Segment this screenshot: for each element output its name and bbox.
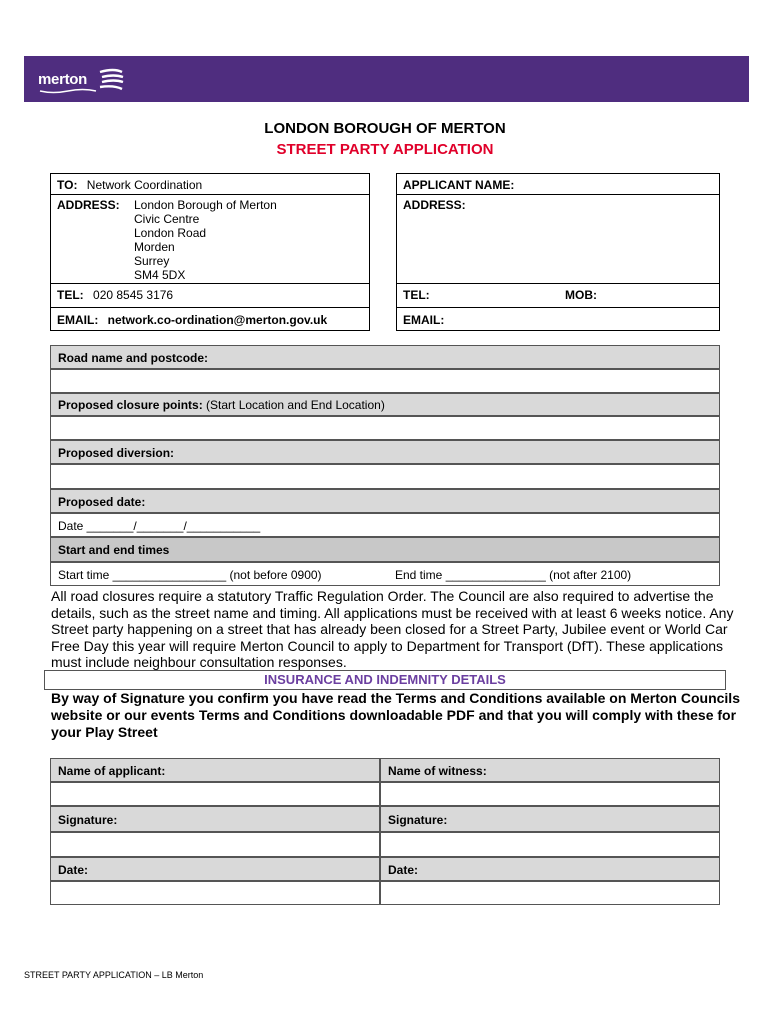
logo-text: merton (38, 71, 88, 88)
address-line: Surrey (134, 254, 170, 268)
address-line: London Borough of Merton (134, 198, 277, 212)
address-line: Morden (134, 240, 175, 254)
applicant-name-header (50, 758, 380, 782)
diversion-field[interactable] (50, 464, 720, 489)
witness-date-text: Date: (388, 863, 419, 877)
to-email-label: EMAIL: (57, 313, 99, 327)
applicant-tel-label: TEL: (403, 288, 430, 302)
diversion-label: Proposed diversion: (58, 446, 175, 460)
to-address-lines (134, 198, 277, 282)
start-time-line: Start time _________________ (not before 0900) (58, 568, 322, 582)
witness-signature-text: Signature: (388, 813, 448, 827)
insurance-heading: INSURANCE AND INDEMNITY DETAILS (44, 670, 726, 690)
witness-date-header (380, 857, 720, 881)
diversion-header (50, 440, 720, 464)
page-title: LONDON BOROUGH OF MERTON (264, 120, 506, 137)
times-header (50, 537, 720, 562)
witness-name-header (380, 758, 720, 782)
applicant-signature-field[interactable] (50, 832, 380, 857)
page-subtitle: STREET PARTY APPLICATION (276, 141, 494, 158)
witness-name-text: Name of witness: (388, 764, 487, 778)
to-tel-label: TEL: (57, 288, 84, 302)
date-header (50, 489, 720, 513)
road-name-label: Road name and postcode: (58, 351, 209, 365)
merton-logo (38, 66, 128, 94)
applicant-date-field[interactable] (50, 881, 380, 905)
header-banner (24, 56, 749, 102)
witness-date-field[interactable] (380, 881, 720, 905)
to-line (57, 178, 202, 192)
to-value: Network Coordination (86, 178, 203, 192)
date-line: Date _______/_______/___________ (58, 519, 261, 533)
date-label: Proposed date: (58, 495, 146, 509)
applicant-address-label: ADDRESS: (403, 198, 466, 212)
applicant-email-label: EMAIL: (403, 313, 445, 327)
times-field[interactable] (50, 562, 720, 586)
to-address-label: ADDRESS: (57, 198, 120, 212)
witness-signature-field[interactable] (380, 832, 720, 857)
logo-waves-icon (96, 68, 126, 94)
to-box (50, 173, 370, 331)
to-label: TO: (57, 178, 78, 192)
applicant-mob-label: MOB: (565, 288, 597, 302)
witness-signature-header (380, 806, 720, 832)
notice-paragraph: All road closures require a statutory Traffic Regulation Order. The Council are also required to advertise the details, such as the street name and timing. All applications must be received with at least 6 weeks notice. Any Street party happening on a street that has already been closed for a Street Party, Jubilee event or World Car Free Day this year will require Merton Council to apply to Department for Transport (DfT). These applications must include neighbour consultation responses. (51, 588, 734, 670)
to-email-line (57, 313, 327, 327)
date-field[interactable] (50, 513, 720, 537)
to-tel-line (57, 288, 173, 302)
closure-hint: (Start Location and End Location) (206, 398, 385, 412)
address-line: Civic Centre (134, 212, 200, 226)
address-line: London Road (134, 226, 207, 240)
applicant-signature-header (50, 806, 380, 832)
address-line: SM4 5DX (134, 268, 186, 282)
applicant-date-header (50, 857, 380, 881)
page-footer: STREET PARTY APPLICATION – LB Merton (24, 970, 204, 980)
closure-field[interactable] (50, 416, 720, 440)
times-label: Start and end times (58, 543, 170, 557)
road-name-header (50, 345, 720, 369)
applicant-name-field[interactable] (50, 782, 380, 806)
closure-header (50, 393, 720, 416)
logo-underline-icon (38, 88, 98, 94)
to-email-link[interactable]: network.co-ordination@merton.gov.uk (107, 313, 328, 327)
applicant-name-label: APPLICANT NAME: (403, 178, 515, 192)
to-tel-value: 020 8545 3176 (93, 288, 174, 302)
applicant-name-text: Name of applicant: (58, 764, 166, 778)
closure-label: Proposed closure points: (58, 398, 203, 412)
end-time-line: End time _______________ (not after 2100) (395, 568, 632, 582)
witness-name-field[interactable] (380, 782, 720, 806)
applicant-box (396, 173, 720, 331)
applicant-signature-text: Signature: (58, 813, 118, 827)
applicant-date-text: Date: (58, 863, 89, 877)
road-name-field[interactable] (50, 369, 720, 393)
signature-statement: By way of Signature you confirm you have read the Terms and Conditions available on Merton Councils website or our events Terms and Conditions downloadable PDF and that you will comply with these for your Play Street (51, 690, 740, 740)
